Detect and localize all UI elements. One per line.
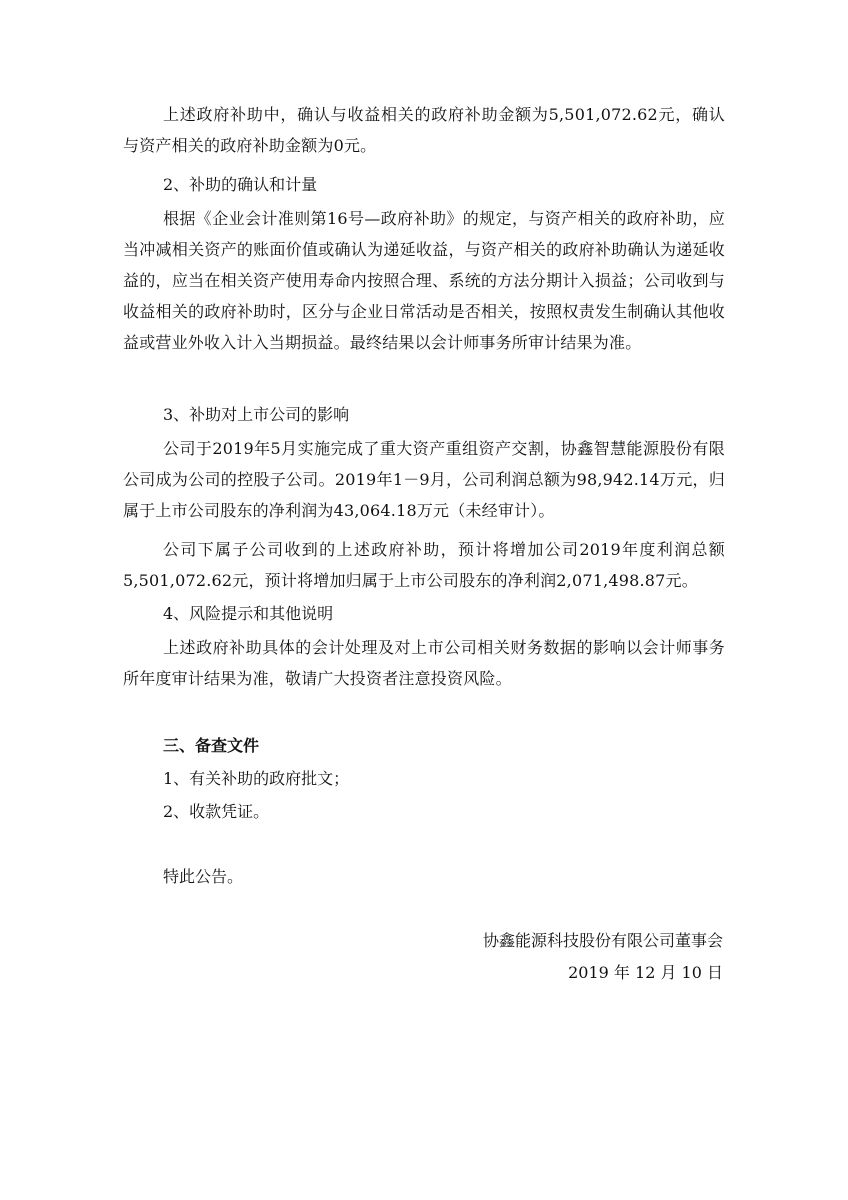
paragraph-risk: 上述政府补助具体的会计处理及对上市公司相关财务数据的影响以会计师事务所年度审计结果为准，敬请广大投资者注意投资风险。 — [123, 638, 725, 688]
paragraph-recognition: 根据《企业会计准则第16号—政府补助》的规定，与资产相关的政府补助，应当冲减相关资产的账面价值或确认为递延收益，与资产相关的政府补助确认为递延收益的，应当在相关资产使用寿命内按照合理、系统的方法分期计入损益；公司收到与收益相关的政府补助时，区分与企业日常活动是否相关，按照权责发生制确认其他收益或营业外收入计入当期损益。最终结果以会计师事务所审计结果为准。 — [123, 209, 725, 352]
section-4-title: 4、风险提示和其他说明 — [163, 604, 334, 623]
section-2-title: 2、补助的确认和计量 — [163, 175, 318, 194]
section-3-title: 3、补助对上市公司的影响 — [163, 405, 350, 424]
paragraph-impact-2: 公司下属子公司收到的上述政府补助，预计将增加公司2019年度利润总额5,501,072.62元，预计将增加归属于上市公司股东的净利润2,071,498.87元。 — [123, 540, 725, 590]
paragraph-impact-1: 公司于2019年5月实施完成了重大资产重组资产交割，协鑫智慧能源股份有限公司成为公司的控股子公司。2019年1－9月，公司利润总额为98,942.14万元，归属于上市公司股东的净利润为43,064.18万元（未经审计）。 — [123, 439, 725, 520]
paragraph-subsidy-amounts: 上述政府补助中，确认与收益相关的政府补助金额为5,501,072.62元，确认与资产相关的政府补助金额为0元。 — [123, 105, 725, 155]
reference-item-2: 2、收款凭证。 — [163, 802, 270, 821]
signature-organization: 协鑫能源科技股份有限公司董事会 — [482, 931, 723, 950]
section-reference-title: 三、备查文件 — [163, 736, 260, 755]
reference-item-1: 1、有关补助的政府批文； — [163, 769, 350, 788]
closing-statement: 特此公告。 — [163, 867, 244, 886]
signature-date: 2019 年 12 月 10 日 — [568, 963, 723, 982]
